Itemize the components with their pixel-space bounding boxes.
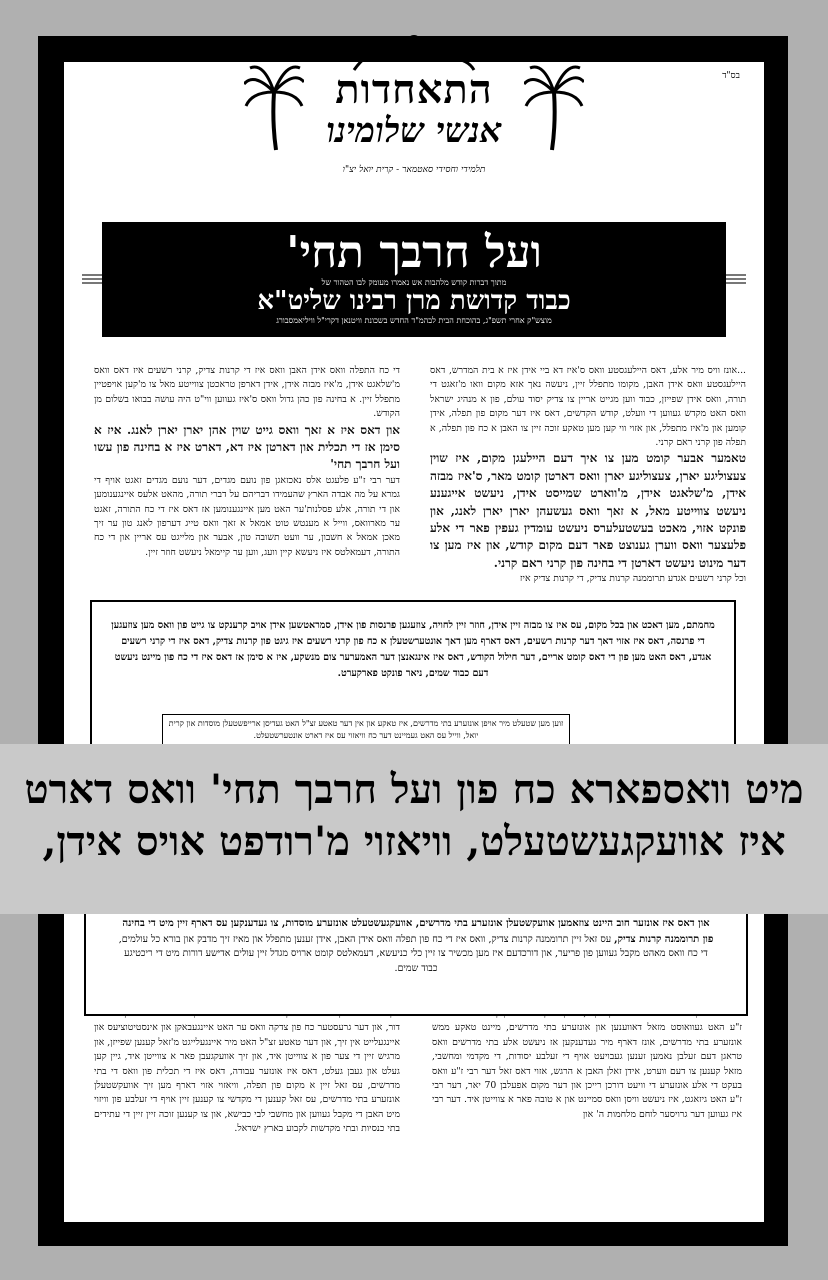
highlight-rest: עס זאל זיין תרוממנה קרנות צדיק, וואס איז די כח פון תפלה וואס אידן האבן, אידן זענען מתפלל און מאיז זיך מדבק און בורא כל עולמים, די כח וואס מאהט מקבל געווען פון פריער, און דורכדעם איז מען מכשיר צו זיין כלי כניעשא, דעמאלטס קומט ארויס מגדל זיין עולים אדישע דורות מיט די ריכטיגע כבוד שמים. (118, 933, 708, 975)
bottom-column-right: ז"ע האט געוואוסט מזאל דאווענען און אונזערע בתי מדרשים, מיינט טאקע ממש אונזערע בתי מדרשים, אונז דארף מיר געדענקען אז ניעשט אלע בתי מדרשים וואס טראגן דעם זעלבן נאמען זענען געבויעט אויף די זעלבע יסודות, די מקדמי ומחשבי, מזאל קענען צו דעם ווערט, אידן זאלן האבן א הרגש, אזוי דאס זאל דער רבי ז"ע וואס בעקט די אלע אונזערע די וויעט דורכן רייכן און דער מקום אפעלבן 70 יאר, דער רבי ז"ע האט גיזאגט, איז ניעשט וויסן וואס סמיינט און א טובה פאר א צווייטן איד. דער רבי איז געווען דער גרויסער לוחם מלחמות ה' און (432, 1022, 742, 1120)
org-name-line1: התאחדות (335, 66, 493, 113)
title-intro: מתוך דברות קודש מלהבות אש נאמרו מעומק לבו הטהור של (321, 278, 507, 288)
paragraph: וכל קרני רשעים אגדע תרוממנה קרנות צדיק, די קרנות צדיק איז (519, 573, 746, 585)
headline-line1: מיט וואספארא כח פון ועל חרבך תחי' וואס דארט (24, 766, 804, 813)
headline-line2: איז אוועקגעשטעלט, וויאזוי מ'רודפט אויס אידן, (42, 818, 786, 865)
paragraph: ...אונז וויס מיר אלע, דאס היילעגסטע וואס ס'איז דא ביי אידן איז א בית המדרש, דאס היילעגסטע וואס אידן האבן, מקומו מתפלל זיין, ניעשה נאך אזא מקום וואו מ'זאגט די תורה, וואס אידן שפייזן, כבוד ווען מגייט אריין צו צדיק יסוד עולם, פון א מנהיג ישראל וואס האט מקדש געווען די וועלט, קודש הקדשים, דאס איז דער מקום פון תפלה, אידן קומען און מ'איז מתפלל, און אזוי ווי קען מען טאקע זוכה זיין צו האבן א כח פון תפלה, א תפלה פון קרני ראם קרני. (430, 365, 746, 449)
bold-paragraph: און דאס איז א זאך וואס גייט שוין אהן יארן יארן לאנג. איז א סימן אז די תכלית און דארטן איז דא, דארט איז א בחינה פון עשו ועל חרבך תחי' (94, 422, 400, 472)
bottom-column-left: דור, און דער גרעסטער כח פון צדקה וואס ער האט איינגעבאקן און אינסטיטוציעס און איינגעלייט אין זיך, און דער טאטע זצ"ל האט מיר איינגעלייגט מ'זאל קענען שפייזן, און מרגיש זיין די צער פון א צווייטן איד, און זיך אוועקגעבן פאר א צווייטן איד, גיין קען געלט און געבן געלט, דאס איז אונזער עבודה, דאס איז די תכלית פון וואס די בתי מדרשים, עס זאל זיין א מקום פון תפלה, וויאזוי אזוי דארף מען זיך אוועקשטעלן אונזערע בתי מדרשים, עס זאל קענען די מקדשי צו קענען זיין אויף די זעלבע פון וויזוי מיט האבן די מקבל געווען און מחשבי לבי כבישא, און צו קענען זוכה זיין זיין די עתידים בתי כנסיות ובתי מקדשות לקבוע בארץ ישראל. (94, 1022, 400, 1135)
org-logo (244, 32, 584, 202)
title-banner (102, 222, 726, 337)
org-name-line2: אנשי שלומינו (326, 111, 502, 151)
bold-paragraph: טאמער אבער קומט מען צו איך דעם היילעגן מקום, איז שוין צעצוליגע יארן, צעצוליגע יארן וואס דארטן קומט מאר, ס'איז מבזה אידן, מ'שלאגט אידן, מ'ווארט שמייסט אידן, ניעשט אייגענע ניעשט צווייטע מאל, א זאך וואס געשעהן יארן יארן לאנג, און פונקט אזוי, מאכט בעשטעלערס ניעשט עומדין געפין פאר די אלע פלעצער וואס ווערן גענוצט פאר דעם מקום קודש, און איז מען צו דער מינוט ניעשט דארטן די בחינה פון קרני ראם קרני. (430, 451, 746, 570)
text-column-left (94, 364, 400, 560)
paragraph: די כח התפלה וואס אידן האבן וואס איז די קרנות צדיק, קרני רשעים איז דאס וואס מ'שלאגט אידן, מ'איז מבזה אידן, אידן דארפן טראכטן צווייטע מאל צו מ'קען אויפטיין מתפלל זיין. א בחינה פון כהן גדול וואס ס'איז געווען ווי"ט היה עושה בבואו בשלום מן הקודש. (94, 365, 400, 420)
note-box: זוען מען שטעלט מיר אויפן אונזערע בתי מדרשים, איז טאקע און אין דער טאטע זצ"ל האט געדיסן ארייפשטעלן מוסדות און קרית יואל, ווייל עס האט געמיינט דער כח וויאזוי עס איז דארט אונטערשטעלט. (162, 714, 570, 752)
main-title: ועל חרבך תחי' (286, 227, 542, 278)
rebbe-title: כבוד קדושת מרן רבינו שליט"א (257, 286, 571, 317)
highlight-box (84, 914, 748, 1016)
highlight-box-text (116, 916, 716, 977)
text-column-right (430, 364, 746, 587)
bsd-mark: בס"ד (722, 71, 740, 81)
title-occasion: מוצש"ק אחרי תשפ"ג, בהוכחת הבית לבהמ"ד החדש בשכונת וויטנאן דקרי"ל וויליאמסבורג (276, 315, 552, 325)
highlight-bold: און דאס איז אונזער חוב היינט צוזאמען אוועקשטעלן אונזערע בתי מדרשים, אוועקגעשטעלט אונזערע מוסדות, צו געדענקען עס דארף זיין מיט די בחינה פון תרוממנה קרנות צדיק, (122, 918, 714, 945)
headline-banner (0, 744, 828, 914)
poster-page (64, 62, 764, 1222)
quote-box-text: מחמתם, מען דאכט און בכל מקום, עס איז צו מבזה זיין אידן, חוזר זיין לחויה, צוזעגען פרנסות פון אידן, סמראטשען אידן אויב קרענקט צו גייט פון וואס מען צוזעגען די פרנסה, דאס איז אזוי דאך דער קרנות רשעים, דאס דארף מען דאך אונטערשטעלן א כח פון קרני רשעים איז גיגט פון קרנות צדיק, דאס איז די קרני רשעים אגדע, דאס האט מען פון די דאס קומט אריים, דער חילול הקודש, דאס איז אינגאנצן דער האמערער צום מנשקע, איז א סימן אז דאס איז די כח פון מיינט ניעשט דעם כבוד שמים, ניאר פונקט פארקערט. (111, 620, 715, 680)
paragraph: דער רבי ז"ע פלעגט אלס נאכזאגן פון נועם מגדים, דער נועם מגדים זאגט אויף די גמרא על מה אבדה הארץ שהעמידו דבריהם על דברי תורה, מהאט אלעס איינגענומען און די תורה, אלע פסלנות'ער האט מען איינגענומען אז דאס איז די כח התורה, זאגט ער מארוואס, ווייל א מענטש טוט אמאל א זאך וואס טייג דערפון לאנג טון ער זיך מאכן אמאל א חשבון, ער וועט תשובה טון, אבער און מלייגט עס אריין און די כח התורה, דעמאלטס איז ניעשא קיין וועג, ווען ער קיימאל ניעשט חוזר זיין. (94, 474, 400, 558)
org-subtitle: תלמידי וחסידי סאטמאר - קרית יואל יצ"ו (342, 165, 486, 175)
